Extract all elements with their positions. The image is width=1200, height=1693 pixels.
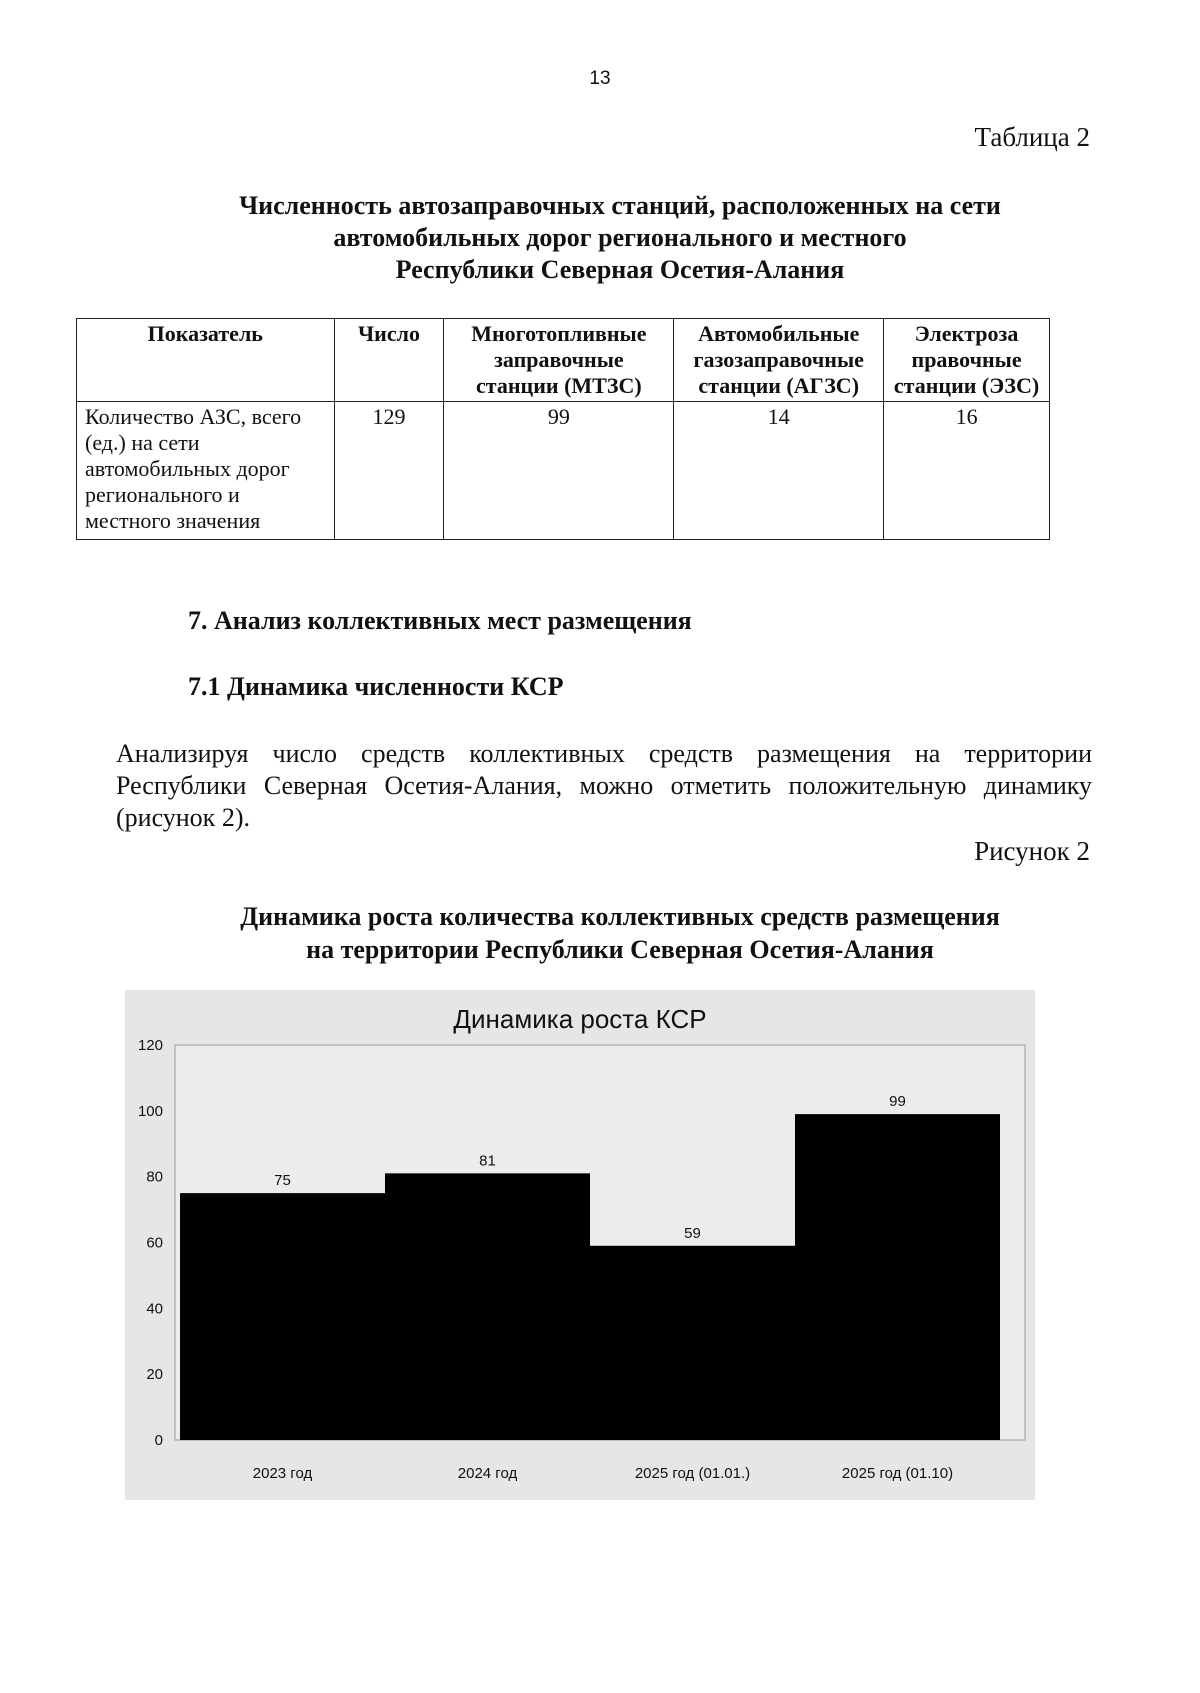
figure-title-line: на территории Республики Северная Осетия-Алания — [306, 935, 934, 964]
chart-bar — [385, 1173, 590, 1440]
y-tick-label: 60 — [146, 1234, 163, 1252]
figure-caption: Рисунок 2 — [974, 836, 1090, 866]
data-label: 99 — [889, 1093, 906, 1111]
row-label: Количество АЗС, всего (ед.) на сети автомобильных дорог регионального и местного значения — [77, 402, 335, 540]
chart-bar — [180, 1193, 385, 1440]
header-indicator: Показатель — [77, 319, 335, 402]
page-number: 13 — [589, 68, 611, 89]
table-title-line: Численность автозаправочных станций, расположенных на сети — [239, 191, 1001, 220]
data-label: 75 — [274, 1172, 291, 1190]
cell-mtzs: 99 — [444, 402, 674, 540]
body-paragraph: Анализируя число средств коллективных средств размещения на территории Республики Северная Осетия-Алания, можно отметить положительную динамику (рисунок 2). — [116, 739, 1092, 832]
cell-count: 129 — [334, 402, 444, 540]
y-tick-label: 0 — [154, 1432, 163, 1449]
y-tick-label: 40 — [146, 1300, 163, 1318]
x-tick-label: 2025 год (01.10) — [841, 1465, 954, 1482]
chart-title: Динамика роста КСР — [453, 1004, 707, 1034]
header-mtzs: Многотопливные заправочные станции (МТЗС) — [444, 319, 674, 402]
y-tick-label: 120 — [137, 1037, 163, 1054]
figure-title-line: Динамика роста количества коллективных средств размещения — [240, 902, 1000, 931]
header-count: Число — [334, 319, 444, 402]
y-tick-label: 100 — [137, 1102, 163, 1120]
table-row — [77, 402, 1050, 540]
bar-chart — [125, 990, 1035, 1500]
x-tick-label: 2025 год (01.01.) — [634, 1465, 751, 1482]
y-tick-label: 80 — [146, 1168, 163, 1186]
chart-bar — [795, 1114, 1000, 1440]
header-agzs: Автомобильные газозаправочные станции (АГЗС) — [674, 319, 884, 402]
section-heading: 7. Анализ коллективных мест размещения — [188, 606, 692, 635]
data-label: 81 — [479, 1152, 496, 1170]
header-ezs: Электроза правочные станции (ЭЗС) — [884, 319, 1050, 402]
plot-area — [138, 1037, 1025, 1482]
stations-table — [76, 318, 1050, 540]
x-tick-label: 2024 год — [457, 1465, 518, 1482]
y-tick-label: 20 — [146, 1366, 163, 1384]
table-title — [120, 190, 1120, 286]
table-caption: Таблица 2 — [974, 122, 1090, 152]
cell-agzs: 14 — [674, 402, 884, 540]
data-label: 59 — [684, 1224, 701, 1242]
chart-bar — [590, 1246, 795, 1440]
table-title-line: Республики Северная Осетия-Алания — [395, 255, 845, 284]
table-header-row — [77, 319, 1050, 402]
cell-ezs: 16 — [884, 402, 1050, 540]
subsection-heading: 7.1 Динамика численности КСР — [188, 672, 564, 701]
figure-title — [120, 900, 1120, 966]
table-title-line: автомобильных дорог регионального и местного — [333, 223, 907, 252]
x-tick-label: 2023 год — [252, 1465, 313, 1482]
chart-frame — [125, 990, 1035, 1500]
